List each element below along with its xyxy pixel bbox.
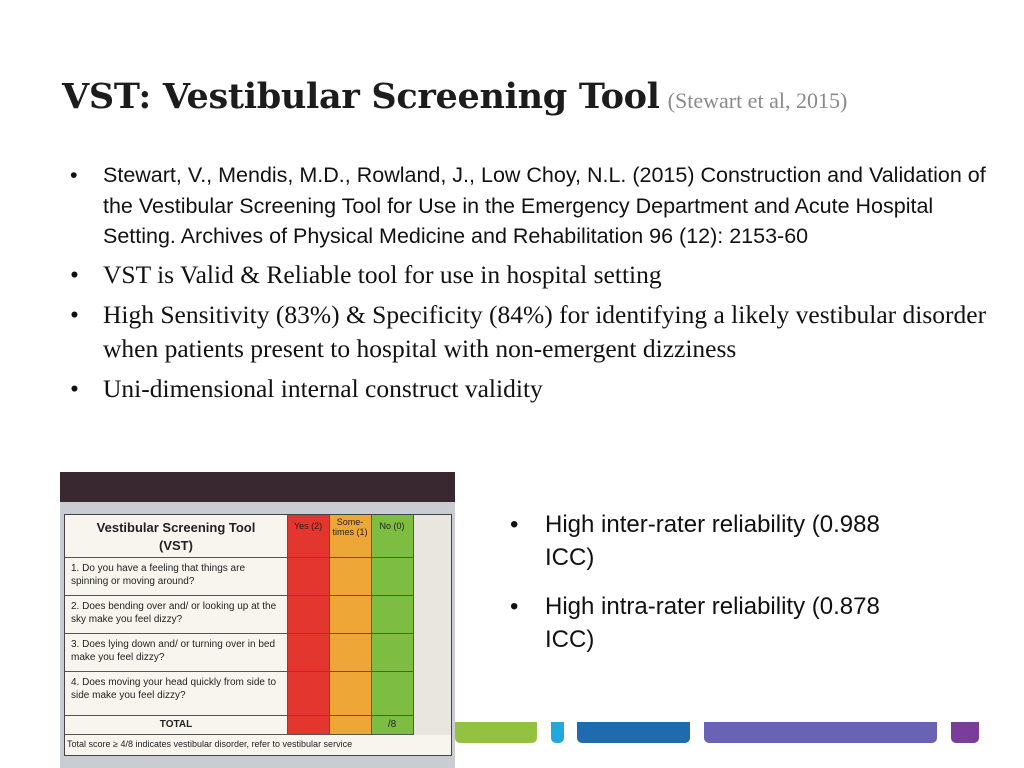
bullet-icon: • — [510, 511, 519, 538]
bullet-icon: • — [70, 299, 79, 329]
bullet-text: High intra-rater reliability (0.878 ICC) — [545, 593, 880, 653]
bullet-intra-rater — [510, 590, 910, 656]
divider — [65, 557, 413, 558]
bullet-construct — [70, 372, 1000, 406]
card-title-line1: Vestibular Screening Tool — [96, 520, 256, 535]
divider — [371, 515, 372, 735]
reliability-bullet-list — [510, 508, 910, 672]
question-2: 2. Does bending over and/ or looking up at the sky make you feel dizzy? — [71, 601, 277, 625]
bullet-inter-rater — [510, 508, 910, 574]
divider — [413, 515, 414, 735]
bullet-reference — [70, 160, 1000, 252]
title-main: VST: Vestibular Screening Tool — [62, 76, 660, 117]
total-value: /8 — [387, 719, 397, 730]
column-sometimes — [329, 515, 371, 735]
divider — [65, 715, 413, 716]
divider — [287, 515, 288, 735]
footer-bar-periwinkle — [704, 722, 937, 743]
vst-card — [64, 514, 452, 756]
bullet-text: Stewart, V., Mendis, M.D., Rowland, J., Low Choy, N.L. (2015) Construction and Validation of the Vestibular Screening Tool for Use in the Emergency Department and Acute Hospital Setting. Archives of Physical Medicine and Rehabilitation 96 (12): 2153-60 — [103, 163, 986, 248]
divider — [329, 515, 330, 735]
bullet-icon: • — [510, 593, 519, 620]
question-3: 3. Does lying down and/ or turning over in bed make you feel dizzy? — [71, 639, 276, 663]
column-no — [371, 515, 413, 735]
column-blank — [413, 515, 451, 735]
question-4: 4. Does moving your head quickly from side to side make you feel dizzy? — [71, 677, 277, 701]
bullet-validity — [70, 258, 1000, 292]
card-title-line2: (VST) — [159, 538, 193, 553]
vst-card-photo — [60, 472, 455, 768]
bullet-text: High Sensitivity (83%) & Specificity (84%) for identifying a likely vestibular disorder when patients present to hospital with non-emergent dizziness — [103, 299, 987, 363]
card-holder — [60, 502, 455, 768]
bullet-icon: • — [70, 259, 79, 289]
footer-bar-purple — [951, 722, 979, 743]
bullet-icon: • — [70, 373, 79, 403]
footer-bar-lightgreen — [455, 722, 537, 743]
divider — [65, 595, 413, 596]
total-label: TOTAL — [159, 719, 193, 730]
header-no: No (0) — [379, 521, 405, 531]
column-yes — [287, 515, 329, 735]
divider — [65, 671, 413, 672]
bullet-text: VST is Valid & Reliable tool for use in hospital setting — [103, 259, 662, 289]
main-bullet-list — [70, 160, 1000, 412]
bullet-icon: • — [70, 163, 78, 187]
divider — [65, 734, 413, 735]
footer-bar-blue — [577, 722, 690, 743]
bullet-sensitivity — [70, 298, 1000, 366]
footer-bar-cyan — [551, 722, 564, 743]
bullet-text: High inter-rater reliability (0.988 ICC) — [545, 511, 880, 571]
header-yes: Yes (2) — [293, 521, 323, 531]
question-1: 1. Do you have a feeling that things are spinning or moving around? — [71, 563, 246, 587]
slide-title — [62, 76, 847, 117]
header-sometimes: Some-times (1) — [332, 517, 368, 537]
title-citation: (Stewart et al, 2015) — [667, 88, 848, 113]
bullet-text: Uni-dimensional internal construct validity — [103, 373, 543, 403]
divider — [65, 633, 413, 634]
card-footnote: Total score ≥ 4/8 indicates vestibular disorder, refer to vestibular service — [67, 739, 353, 749]
card-title — [65, 519, 287, 555]
